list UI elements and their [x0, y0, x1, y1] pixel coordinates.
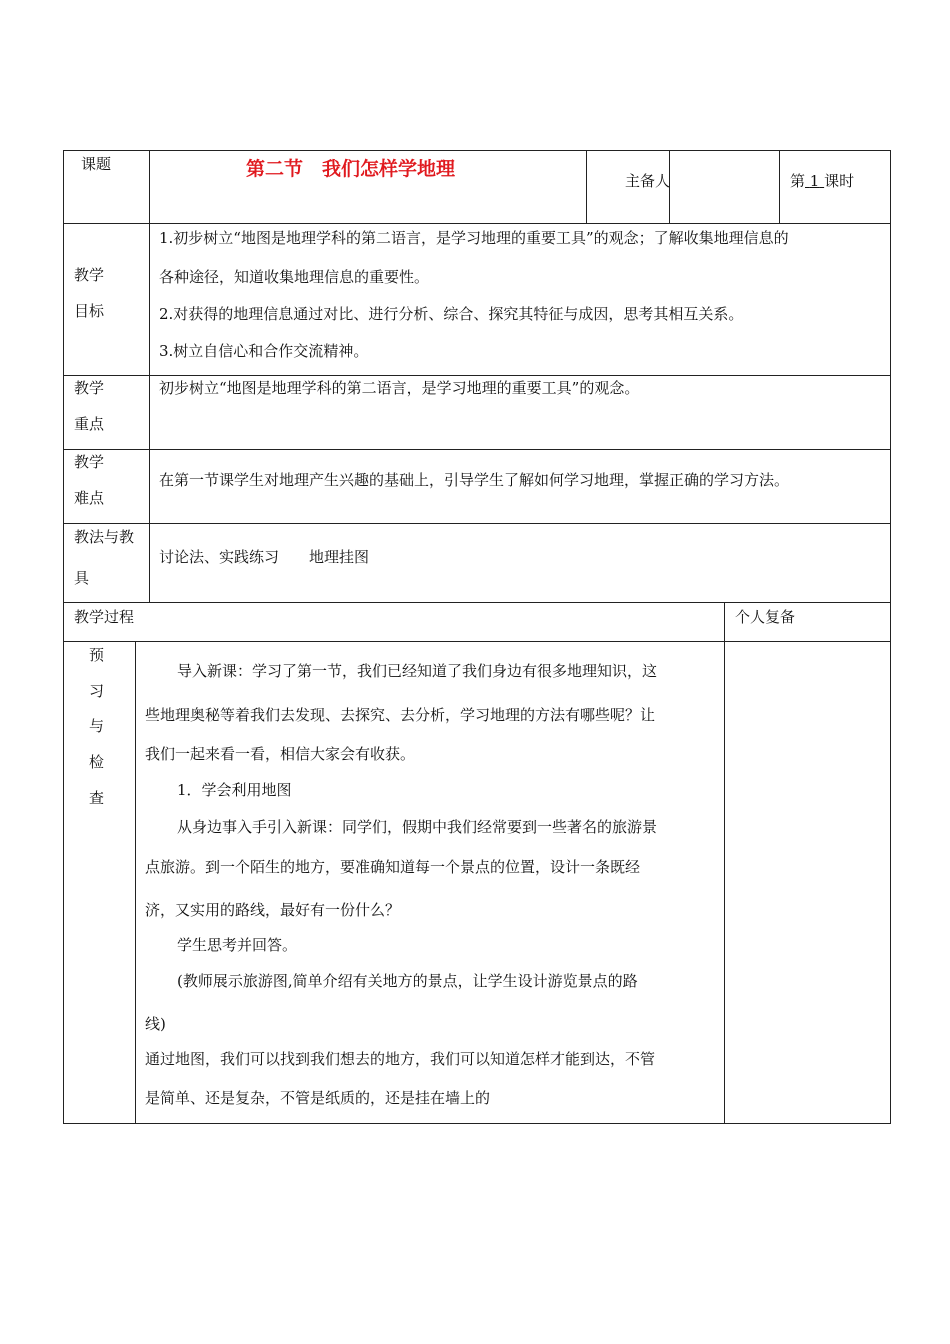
- lesson-title: 第二节 我们怎样学地理: [246, 158, 456, 180]
- key-points-label-1: 教学: [74, 379, 105, 397]
- course-label: 课题: [81, 155, 112, 173]
- process-line: 1．学会利用地图: [177, 781, 292, 799]
- objective-line: 各种途径，知道收集地理信息的重要性。: [159, 268, 430, 286]
- review-label: 个人复备: [735, 608, 796, 626]
- key-points-text: 初步树立“地图是地理学科的第二语言，是学习地理的重要工具”的观念。: [159, 379, 640, 397]
- side-char: 检: [89, 753, 105, 771]
- side-char: 与: [89, 717, 105, 735]
- key-points-label-2: 重点: [74, 415, 105, 433]
- process-line: 点旅游。到一个陌生的地方，要准确知道每一个景点的位置，设计一条既经: [145, 858, 641, 876]
- objectives-label-2: 目标: [74, 302, 105, 320]
- lesson-count: [790, 172, 854, 190]
- process-label-cell: [63, 602, 725, 642]
- process-line: 些地理奥秘等着我们去发现、去探究、去分析，学习地理的方法有哪些呢？让: [145, 706, 656, 724]
- side-char: 习: [89, 682, 105, 700]
- side-char: 预: [89, 646, 105, 664]
- difficulties-label-1: 教学: [74, 453, 105, 471]
- process-line: 是简单、还是复杂，不管是纸质的，还是挂在墙上的: [145, 1089, 491, 1107]
- objective-line: 1.初步树立“地图是地理学科的第二语言，是学习地理的重要工具”的观念；了解收集地理信息的: [159, 229, 789, 247]
- review-content-cell: [724, 641, 891, 1124]
- preparer-label: 主备人: [625, 172, 671, 190]
- preparer-value-cell: [669, 150, 780, 224]
- side-label-cell: [63, 641, 136, 1124]
- objectives-label-1: 教学: [74, 266, 105, 284]
- side-char: 查: [89, 789, 105, 807]
- process-line: 线): [145, 1015, 166, 1033]
- process-line: 从身边事入手引入新课：同学们，假期中我们经常要到一些著名的旅游景: [177, 818, 658, 836]
- process-line: (教师展示旅游图,简单介绍有关地方的景点，让学生设计游览景点的路: [177, 972, 638, 990]
- process-label: 教学过程: [74, 608, 135, 626]
- methods-label-1: 教法与教: [74, 528, 135, 546]
- difficulties-text: 在第一节课学生对地理产生兴趣的基础上，引导学生了解如何学习地理，掌握正确的学习方法。: [159, 471, 790, 489]
- process-line: 我们一起来看一看，相信大家会有收获。: [145, 745, 416, 763]
- process-line: 学生思考并回答。: [177, 936, 298, 954]
- process-line: 济，又实用的路线，最好有一份什么？: [145, 901, 401, 919]
- lesson-suffix: 课时: [824, 172, 855, 190]
- lesson-number: 1: [809, 172, 820, 190]
- lesson-prefix: 第: [790, 172, 806, 190]
- objective-line: 2.对获得的地理信息通过对比、进行分析、综合、探究其特征与成因，思考其相互关系。: [159, 305, 744, 323]
- objective-line: 3.树立自信心和合作交流精神。: [159, 342, 369, 360]
- process-line: 通过地图，我们可以找到我们想去的地方，我们可以知道怎样才能到达，不管: [145, 1050, 656, 1068]
- objectives-label-cell: [63, 223, 150, 376]
- methods-text: 讨论法、实践练习 地理挂图: [159, 548, 370, 566]
- methods-label-2: 具: [74, 569, 90, 587]
- process-line: 导入新课：学习了第一节，我们已经知道了我们身边有很多地理知识，这: [177, 662, 658, 680]
- difficulties-label-2: 难点: [74, 489, 105, 507]
